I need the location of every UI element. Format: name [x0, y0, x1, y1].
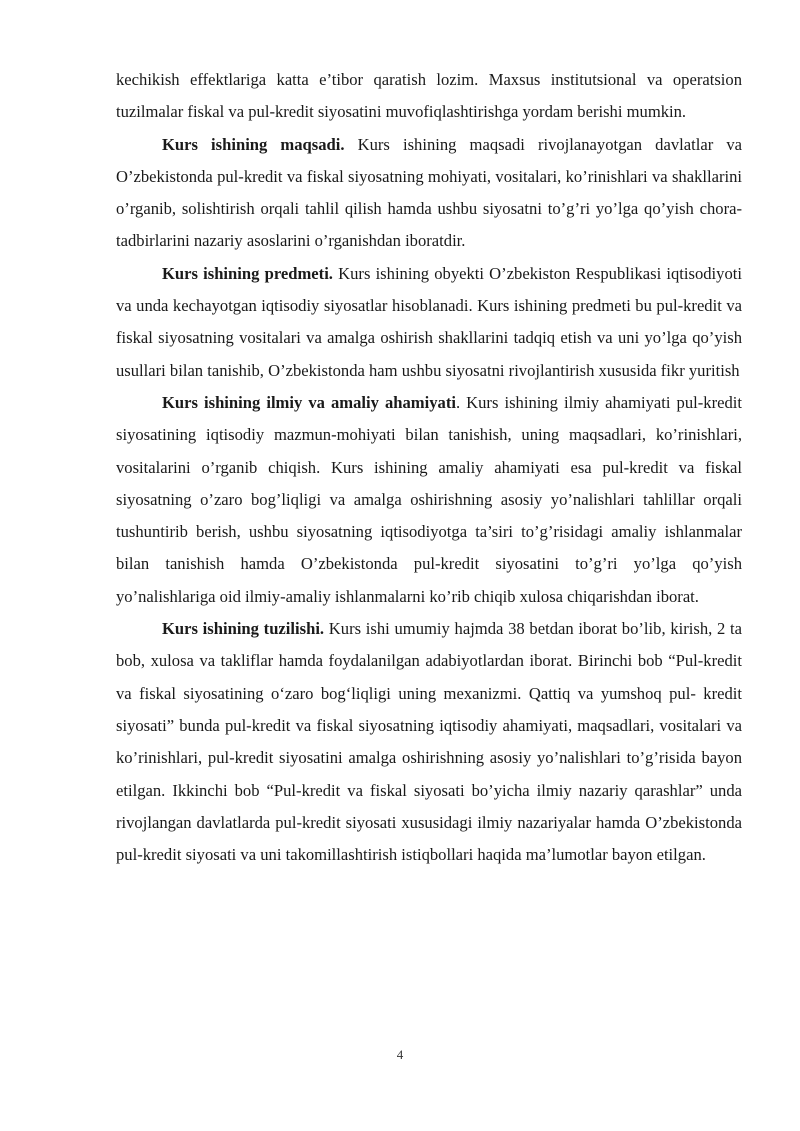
paragraph-body: Kurs ishi umumiy hajmda 38 betdan iborat bo’lib, kirish, 2 ta bob, xulosa va takliflar hamda foydalanilgan adabiyotlardan iborat. Birinchi bob “Pul-kredit va fiskal siyosatining o‘zaro bog‘liqligi uning mexanizmi. Qattiq va yumshoq pul- kredit siyosati” bunda pul-kredit va fiskal siyosatning iqtisodiy ahamiyati, maqsadlari, vositalari va ko’rinishlari, pul-kredit siyosatini amalga oshirishning asosiy yo’nalishlari to’g’risida bayon etilgan. Ikkinchi bob “Pul-kredit va fiskal siyosati bo’yicha ilmiy nazariy qarashlar” unda rivojlangan davlatlarda pul-kredit siyosati xususidagi ilmiy nazariyalar hamda O’zbekistonda pul-kredit siyosati va uni takomillashtirish istiqbollari haqida ma’lumotlar bayon etilgan. — [116, 619, 742, 865]
paragraph-structure — [116, 613, 742, 871]
paragraph-continuation — [116, 64, 742, 129]
paragraph-body: kechikish effektlariga katta e’tibor qaratish lozim. Maxsus institutsional va operatsion tuzilmalar fiskal va pul-kredit siyosatini muvofiqlashtirishga yordam berishi mumkin. — [116, 70, 742, 122]
paragraph-heading: Kurs ishining ilmiy va amaliy ahamiyati — [162, 392, 456, 412]
paragraph-body: Kurs ishining maqsadi rivojlanayotgan davlatlar va O’zbekistonda pul-kredit va fiskal siyosatning mohiyati, vositalari, ko’rinishlari va shakllarini o’rganib, solishtirish orqali tahlil qilish hamda ushbu siyosatni to’g’ri yo’lga qo’yish chora-tadbirlarini nazariy asoslarini o’rganishdan iboratdir. — [116, 134, 742, 251]
paragraph-goal — [116, 129, 742, 258]
page-number: 4 — [396, 1047, 404, 1062]
paragraph-heading: Kurs ishining predmeti. — [162, 263, 333, 283]
document-page — [116, 64, 742, 871]
paragraph-significance — [116, 387, 742, 613]
paragraph-heading: Kurs ishining tuzilishi. — [162, 619, 325, 639]
paragraph-body: Kurs ishining obyekti O’zbekiston Respublikasi iqtisodiyoti va unda kechayotgan iqtisodiy siyosatlar hisoblanadi. Kurs ishining predmeti bu pul-kredit va fiskal siyosatning vositalari va amalga oshirish shakllarini tadqiq etish va uni yo’lga qo’yish usullari bilan tanishib, O’zbekistonda ham ushbu siyosatni rivojlantirish xususida fikr yuritish — [116, 263, 742, 380]
paragraph-subject — [116, 258, 742, 387]
paragraph-heading: Kurs ishining maqsadi. — [162, 134, 345, 154]
paragraph-body: . Kurs ishining ilmiy ahamiyati pul-kredit siyosatining iqtisodiy mazmun-mohiyati bilan tanishish, uning maqsadlari, ko’rinishlari, vositalarini o’rganib chiqish. Kurs ishining amaliy ahamiyati esa pul-kredit va fiskal siyosatning o’zaro bog’liqligi va amalga oshirishning asosiy yo’nalishlari tahlillar orqali tushuntirib berish, ushbu siyosatning iqtisodiyotga ta’siri to’g’risidagi amaliy ishlanmalar bilan tanishish hamda O’zbekistonda pul-kredit siyosatini to’g’ri yo’lga qo’yish yo’nalishlariga oid ilmiy-amaliy ishlanmalarni ko’rib chiqib xulosa chiqarishdan iborat. — [116, 392, 742, 606]
